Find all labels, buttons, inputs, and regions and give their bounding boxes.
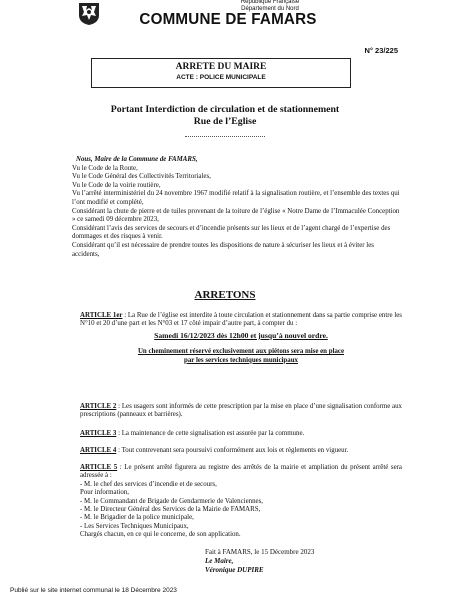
article-5 <box>80 464 402 540</box>
article-3-label: ARTICLE 3 <box>80 430 117 437</box>
signature-name: Véronique DUPIRE <box>205 566 264 574</box>
article-1 <box>80 312 402 365</box>
distribution-list <box>80 481 402 540</box>
arretons-heading: ARRETONS <box>194 289 256 301</box>
signature-block <box>205 548 314 575</box>
box-subtitle: ACTE : POLICE MUNICIPALE <box>176 74 266 81</box>
article-1-text: : La Rue de l’église est interdite à toute circulation et stationnement dans sa partie comprise entre les N°10 et 20 d’une part et les N°03 et 17 côté impair d’autre part, à compter du : <box>80 312 402 328</box>
arrete-number: N° 23/225 <box>364 46 398 55</box>
mayor-intro: Nous, Maire de la Commune de FAMARS, <box>76 156 198 163</box>
visa-line: Vu l’arrêté interministériel du 24 novembre 1967 modifié relatif à la signalisation routière, et l’ensemble des textes qui l’ont modifié et complété, <box>72 190 400 206</box>
visa-line: Vu le Code de la voirie routière, <box>72 181 161 189</box>
visa-line: Vu le Code de la Route, <box>72 164 138 172</box>
article-4-text: : Tout contrevenant sera poursuivi conformément aux lois et règlements en vigueur. <box>118 447 349 454</box>
object-heading <box>60 104 390 128</box>
box-title: ARRETE DU MAIRE <box>175 62 267 72</box>
visa-line: Considérant qu’il est nécessaire de prendre toutes les dispositions de nature à sécuriser les lieux et à éviter les accidents, <box>72 241 374 258</box>
article-3 <box>80 430 402 438</box>
article-1-note-2: par les services techniques municipaux <box>184 356 298 364</box>
list-item: - M. le Directeur Général des Services de la Mairie de FAMARS, <box>80 506 261 514</box>
coat-of-arms-logo <box>78 2 100 26</box>
object-line-1: Portant Interdiction de circulation et de stationnement <box>110 104 340 115</box>
list-item: Pour information, <box>80 489 129 497</box>
article-1-note-1: Un cheminement réservé exclusivement aux piétons sera mise en place <box>137 348 345 356</box>
visa-line: Considérant l’avis des services de secours et d’incendie présents sur les lieux et de l’agent chargé de l’expertise des dommages et des risques à venir. <box>72 224 391 241</box>
departement-label: Département du Nord <box>241 6 299 12</box>
signature-place-date: Fait à FAMARS, le 15 Décembre 2023 <box>205 548 315 556</box>
article-4 <box>80 447 402 455</box>
article-5-text: : Le présent arrêté figurera au registre des arrêtés de la mairie et ampliation du présent arrêté sera adressée à : <box>80 464 402 480</box>
separator <box>185 136 265 137</box>
article-2-label: ARTICLE 2 <box>80 403 117 410</box>
object-line-2: Rue de l’Eglise <box>193 116 257 127</box>
article-1-date: Samedi 16/12/2023 dès 12h00 et jusqu’à nouvel ordre. <box>154 330 328 340</box>
publication-footer: Publié sur le site internet communal le 18 Décembre 2023 <box>10 587 177 594</box>
article-1-label: ARTICLE 1er <box>80 312 123 319</box>
list-item: - M. le chef des services d’incendie et de secours, <box>80 480 217 488</box>
article-4-label: ARTICLE 4 <box>80 447 117 454</box>
visas-block <box>72 156 402 259</box>
list-item: - M. le Brigadier de la police municipale, <box>80 514 194 522</box>
article-2 <box>80 403 402 420</box>
visa-line: Considérant la chute de pierre et de tuiles provenant de la toiture de l’église « Notre Dame de l’Immaculée Conception » ce samedi 09 décembre 2023, <box>72 207 400 224</box>
list-item: - Les Services Techniques Municipaux, <box>80 522 189 530</box>
republique-label: République Française <box>240 0 300 5</box>
list-item: Chargés chacun, en ce qui le concerne, de son application. <box>80 531 241 539</box>
article-3-text: : La maintenance de cette signalisation est assurée par la commune. <box>118 430 305 437</box>
article-2-text: : Les usagers sont informés de cette prescription par la mise en place d’une signalisation conforme aux prescriptions (panneaux et barrières). <box>80 403 402 419</box>
title-box <box>91 58 351 88</box>
commune-title: COMMUNE DE FAMARS <box>139 11 317 28</box>
list-item: - M. le Commandant de Brigade de Gendarmerie de Valenciennes, <box>80 497 263 505</box>
visa-line: Vu le Code Général des Collectivités Territoriales, <box>72 173 211 181</box>
article-5-label: ARTICLE 5 <box>80 464 118 471</box>
signature-title: Le Maire, <box>205 557 234 565</box>
